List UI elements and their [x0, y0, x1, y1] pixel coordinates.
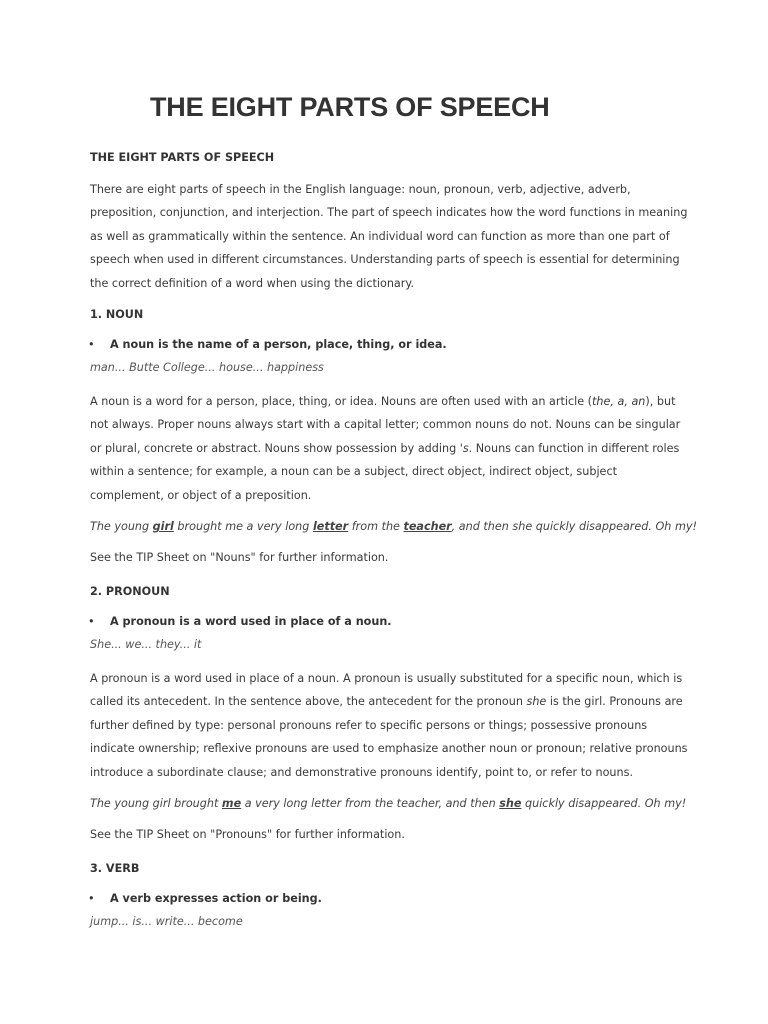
text-run: There are eight parts of speech in the English language: noun, pronoun, verb, adjective, adverb, preposition, conjunction, and interjection. The part of speech indicates how the word functions in meaning as well as grammatically within the sentence. An individual word can function as more than one part of speech when used in different circumstances. Understanding parts of speech is essential for determining the correct definition of a word when using the dictionary.: [90, 183, 688, 290]
text-run: brought me a very long: [173, 520, 313, 534]
text-run: The young girl brought: [90, 797, 222, 811]
italic-term: the, a, an: [592, 395, 646, 409]
underlined-word: me: [221, 797, 242, 811]
text-run: A pronoun is a word used in place of a noun. A pronoun is usually substituted for a specific noun, which is called its antecedent. In the sentence above, the antecedent for the pronoun: [90, 672, 683, 709]
examples-noun: man... Butte College... house... happiness: [90, 361, 324, 375]
see-also-pronoun: See the TIP Sheet on "Pronouns" for further information.: [90, 828, 405, 842]
bullet-icon: •: [88, 615, 95, 629]
definition-text: A pronoun is a word used in place of a noun.: [110, 615, 392, 629]
underlined-word: teacher: [403, 520, 452, 534]
bullet-icon: •: [88, 338, 95, 352]
text-run: a very long letter from the teacher, and then: [241, 797, 500, 811]
section-pronoun: [90, 582, 690, 847]
text-run: . Nouns can function in different roles within a sentence; for example, a noun can be a subject, direct object, indirect object, subject complement, or object of a preposition.: [90, 441, 680, 502]
section-noun: [88, 305, 697, 570]
example-sentence-noun: [90, 516, 697, 540]
underlined-word: girl: [152, 520, 174, 534]
examples-verb: jump... is... write... become: [90, 915, 243, 929]
body-paragraph-noun: [90, 390, 690, 507]
section-verb: [90, 859, 690, 934]
underlined-word: she: [499, 797, 522, 811]
document-subtitle: THE EIGHT PARTS OF SPEECH: [90, 151, 275, 164]
text-run: from the: [348, 520, 404, 534]
see-also-noun: See the TIP Sheet on "Nouns" for further information.: [90, 551, 389, 565]
text-run: is the girl. Pronouns are further defined by type: personal pronouns refer to specific persons or things; possessive pronouns indicate ownership; reflexive pronouns are used to emphasize another noun or pronoun; relative pronouns introduce a subordinate clause; and demonstrative pronouns identify, point to, or refer to nouns.: [90, 695, 688, 779]
document-body: [88, 147, 697, 934]
underlined-word: letter: [312, 520, 349, 534]
intro-paragraph: [90, 178, 690, 295]
text-run: A noun is a word for a person, place, thing, or idea. Nouns are often used with an article (: [90, 395, 593, 409]
definition-bullet-pronoun: [90, 611, 690, 635]
text-run: quickly disappeared. Oh my!: [521, 797, 687, 811]
italic-term: 's: [459, 441, 469, 455]
body-paragraph-pronoun: [90, 667, 690, 784]
text-run: , and then she quickly disappeared. Oh my!: [451, 520, 697, 534]
definition-text: A noun is the name of a person, place, thing, or idea.: [110, 338, 447, 352]
bullet-icon: •: [88, 892, 95, 906]
definition-text: A verb expresses action or being.: [110, 892, 322, 906]
definition-bullet-verb: [90, 888, 690, 912]
examples-pronoun: She... we... they... it: [90, 638, 202, 652]
italic-term: she: [526, 695, 547, 709]
definition-bullet-noun: [90, 334, 690, 358]
section-heading-pronoun: 2. PRONOUN: [90, 585, 170, 599]
example-sentence-pronoun: [90, 793, 690, 817]
text-run: The young: [90, 520, 153, 534]
section-heading-verb: 3. VERB: [90, 862, 140, 876]
text-run: ), but not always. Proper nouns always start with a capital letter; common nouns do not. Nouns can be singular or plural, concrete or abstract. Nouns show possession by adding: [90, 395, 681, 455]
page-title: THE EIGHT PARTS OF SPEECH: [150, 92, 550, 122]
section-heading-noun: 1. NOUN: [90, 308, 144, 322]
